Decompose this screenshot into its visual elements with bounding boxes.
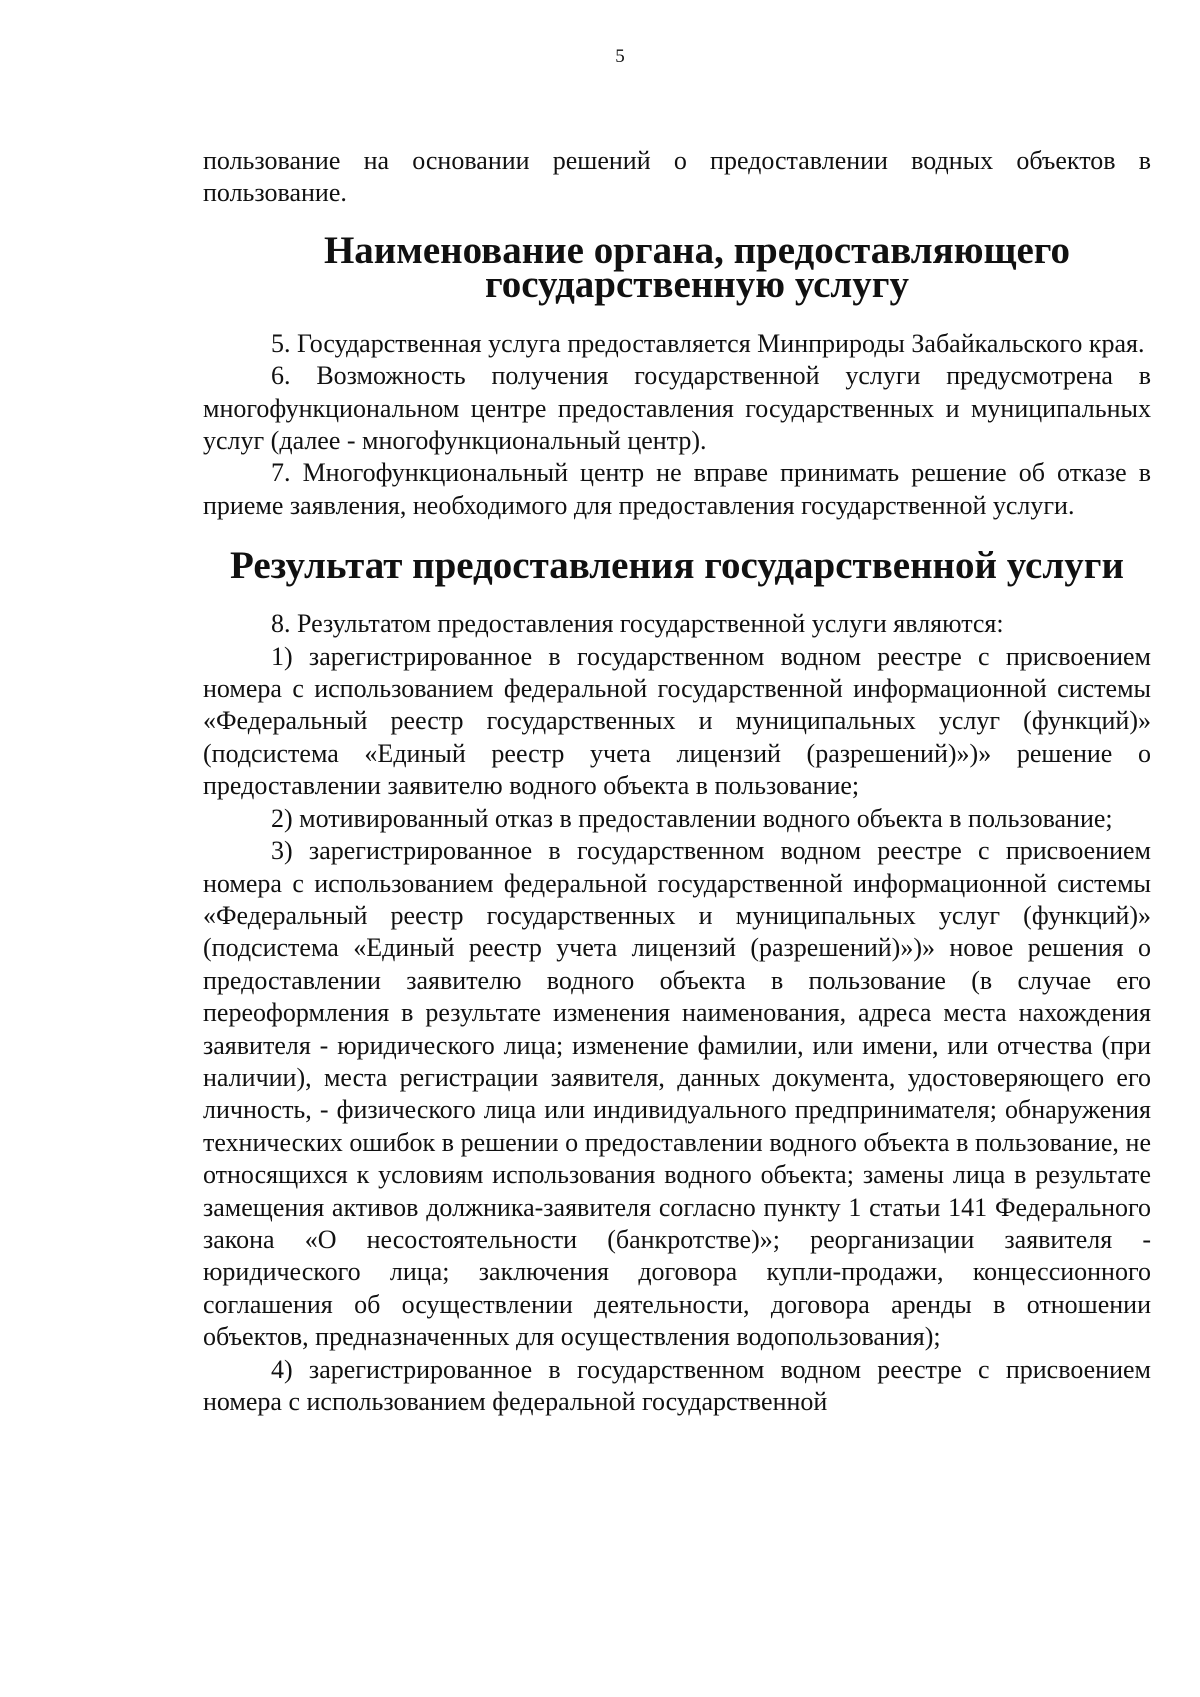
intro-paragraph: пользование на основании решений о предоставлении водных объектов в пользование. — [203, 146, 1151, 208]
document-body — [203, 145, 1151, 1418]
list-item-3: 3) зарегистрированное в государственном водном реестре с присвоением номера с использованием федеральной государственной информационной системы «Федеральный реестр государственных и муниципальных услуг (функций)» (подсистема «Единый реестр учета лицензий (разрешений)»)» новое решения о предоставлении заявителю водного объекта в пользование (в случае его переоформления в результате изменения наименования, адреса места нахождения заявителя - юридического лица; изменение фамилии, или имени, или отчества (при наличии), места регистрации заявителя, данных документа, удостоверяющего его личность, - физического лица или индивидуального предпринимателя; обнаружения технических ошибок в решении о предоставлении водного объекта в пользование, не относящихся к условиям использования водного объекта; замены лица в результате замещения активов должника-заявителя согласно пункту 1 статьи 141 Федерального закона «О несостоятельности (банкротстве)»; реорганизации заявителя - юридического лица; заключения договора купли-продажи, концессионного соглашения об осуществлении деятельности, договора аренды в отношении объектов, предназначенных для осуществления водопользования); — [203, 836, 1151, 1352]
list-item-2: 2) мотивированный отказ в предоставлении водного объекта в пользование; — [271, 803, 1113, 833]
paragraph-7: 7. Многофункциональный центр не вправе принимать решение об отказе в приеме заявления, необходимого для предоставления государственной услуги. — [203, 458, 1151, 520]
paragraph-6: 6. Возможность получения государственной услуги предусмотрена в многофункциональном центре предоставления государственных и муниципальных услуг (далее - многофункциональный центр). — [203, 361, 1151, 456]
section-authority-body — [203, 328, 1151, 522]
list-item-4: 4) зарегистрированное в государственном водном реестре с присвоением номера с использованием федеральной государственной — [203, 1354, 1151, 1416]
paragraph-8: 8. Результатом предоставления государственной услуги являются: — [271, 609, 1004, 639]
paragraph-5: 5. Государственная услуга предоставляется Минприроды Забайкальского края. — [271, 328, 1145, 358]
section-heading-result: Результат предоставления государственной услуги — [230, 544, 1124, 588]
list-item-1: 1) зарегистрированное в государственном водном реестре с присвоением номера с использованием федеральной государственной информационной системы «Федеральный реестр государственных и муниципальных услуг (функций)» (подсистема «Единый реестр учета лицензий (разрешений)»)» решение о предоставлении заявителю водного объекта в пользование; — [203, 641, 1151, 801]
section-heading-authority: Наименование органа, предоставляющего государственную услугу — [323, 228, 1071, 306]
section-result-body — [203, 608, 1151, 1418]
page-number: 5 — [615, 46, 625, 67]
